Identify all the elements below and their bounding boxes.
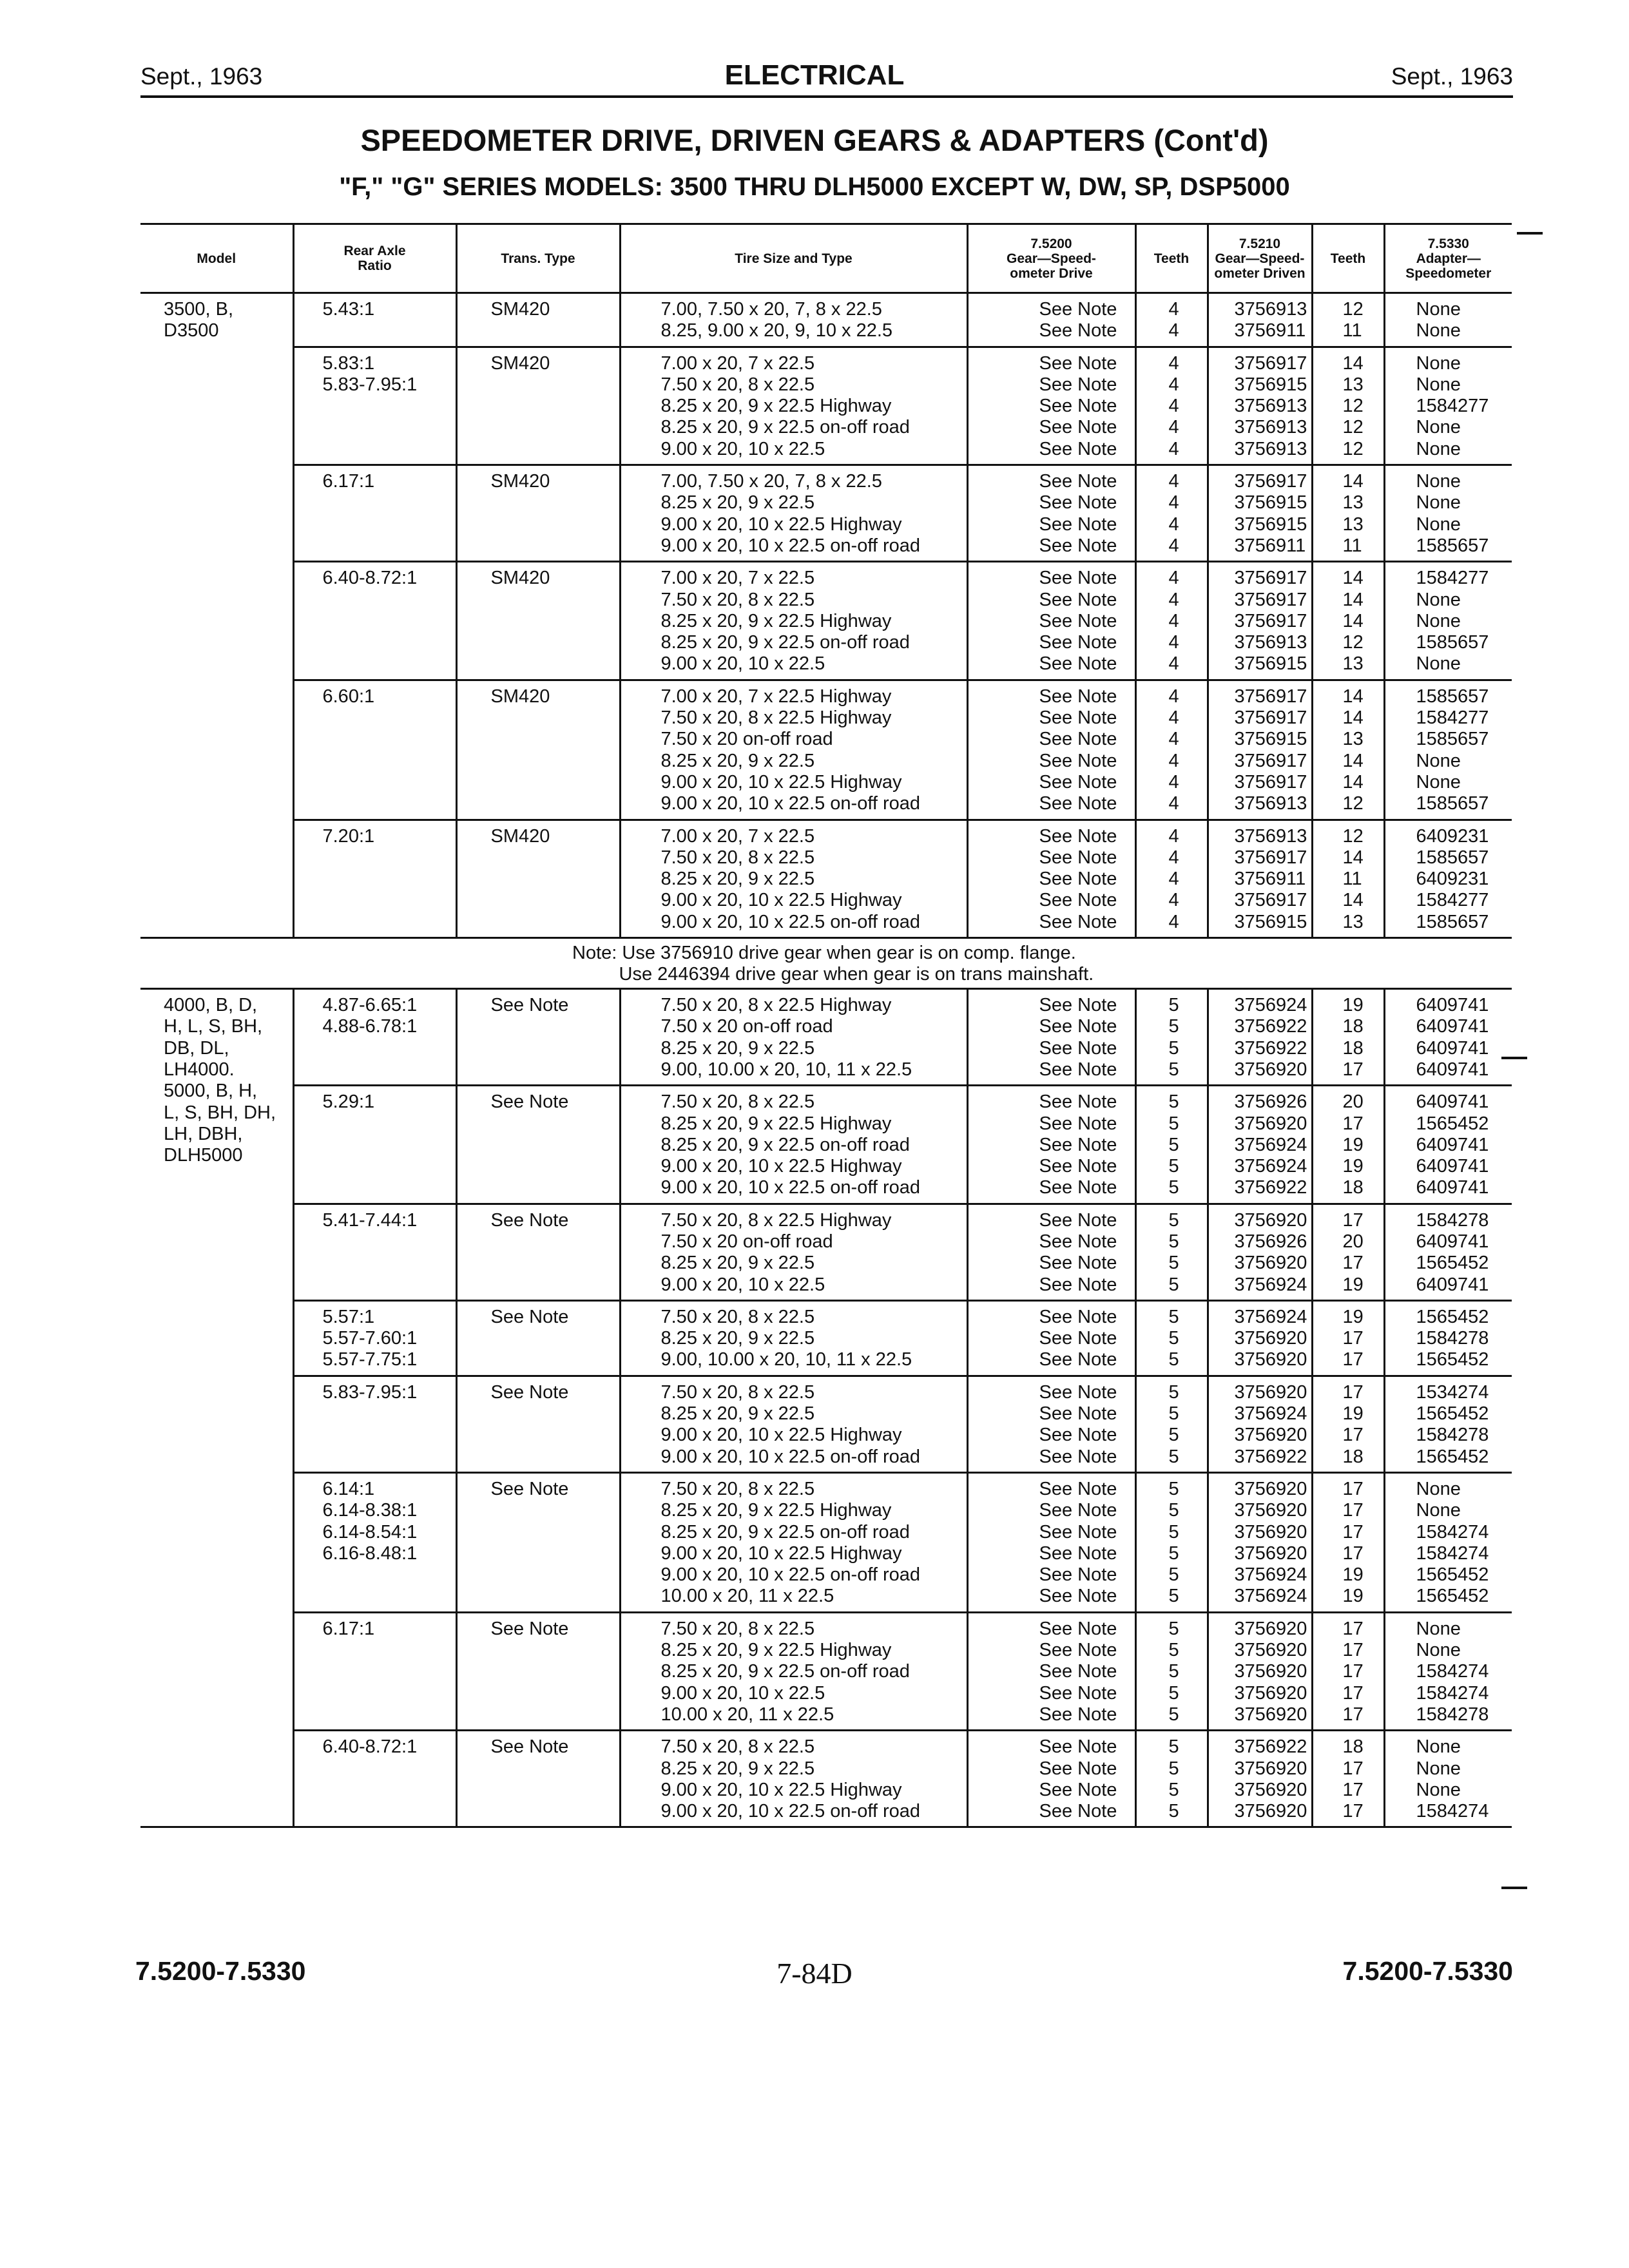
tire-size-cell: 7.50 x 20, 8 x 22.5 Highway 7.50 x 20 on-off road 8.25 x 20, 9 x 22.5 9.00 x 20, 10 x 22.5 [620, 1204, 967, 1300]
trans-type-cell: See Note [456, 1376, 620, 1472]
page-subtitle: "F," "G" SERIES MODELS: 3500 THRU DLH5000 EXCEPT W, DW, SP, DSP5000 [339, 173, 1290, 201]
drive-gear-cell: See Note See Note See Note See Note [967, 989, 1135, 1086]
margin-mark [1501, 1057, 1527, 1059]
header-section-title: ELECTRICAL [724, 59, 905, 91]
rear-axle-ratio-cell: 6.17:1 [293, 465, 456, 562]
driven-gear-cell: 3756913 3756911 [1208, 293, 1312, 347]
trans-type-cell: SM420 [456, 562, 620, 680]
rear-axle-ratio-cell: 6.14:1 6.14-8.38:1 6.14-8.54:1 6.16-8.48:1 [293, 1472, 456, 1612]
drive-gear-cell: See Note See Note See Note See Note See Note See Note [967, 680, 1135, 820]
driven-teeth-cell: 12 11 [1312, 293, 1384, 347]
drive-teeth-cell: 5 5 5 [1135, 1300, 1208, 1376]
adapter-cell: 6409741 6409741 6409741 6409741 [1384, 989, 1512, 1086]
table-header-row [140, 224, 1512, 293]
driven-gear-cell: 3756917 3756915 3756913 3756913 3756913 [1208, 347, 1312, 465]
note-block [140, 938, 1512, 989]
drive-teeth-cell: 4 4 4 4 4 4 [1135, 680, 1208, 820]
rear-axle-ratio-cell: 7.20:1 [293, 820, 456, 937]
tire-size-cell: 7.50 x 20, 8 x 22.5 8.25 x 20, 9 x 22.5 Highway 8.25 x 20, 9 x 22.5 on-off road 9.00 x 20, 10 x 22.5 Highway 9.00 x 20, 10 x 22.5 on-off road [620, 1086, 967, 1204]
section-3500-d3500 [140, 293, 1512, 938]
adapter-cell: 6409231 1585657 6409231 1584277 1585657 [1384, 820, 1512, 937]
tire-size-cell: 7.50 x 20, 8 x 22.5 8.25 x 20, 9 x 22.5 9.00 x 20, 10 x 22.5 Highway 9.00 x 20, 10 x 22.5 on-off road [620, 1731, 967, 1827]
driven-teeth-cell: 17 19 17 18 [1312, 1376, 1384, 1472]
speedometer-gear-table [140, 223, 1512, 1828]
page-number: 7-84D [776, 1957, 853, 1990]
drive-teeth-cell: 5 5 5 5 [1135, 1731, 1208, 1827]
drive-teeth-cell: 4 4 4 4 4 [1135, 562, 1208, 680]
drive-teeth-cell: 4 4 [1135, 293, 1208, 347]
driven-gear-cell: 3756924 3756922 3756922 3756920 [1208, 989, 1312, 1086]
trans-type-cell: SM420 [456, 465, 620, 562]
tire-size-cell: 7.00, 7.50 x 20, 7, 8 x 22.5 8.25, 9.00 x 20, 9, 10 x 22.5 [620, 293, 967, 347]
driven-teeth-cell: 12 14 11 14 13 [1312, 820, 1384, 937]
drive-teeth-cell: 5 5 5 5 [1135, 989, 1208, 1086]
table-row [140, 1376, 1512, 1472]
adapter-cell: 1584277 None None 1585657 None [1384, 562, 1512, 680]
rear-axle-ratio-cell: 5.43:1 [293, 293, 456, 347]
drive-gear-cell: See Note See Note See Note See Note See Note [967, 347, 1135, 465]
tire-size-cell: 7.00, 7.50 x 20, 7, 8 x 22.5 8.25 x 20, 9 x 22.5 9.00 x 20, 10 x 22.5 Highway 9.00 x 20, 10 x 22.5 on-off road [620, 465, 967, 562]
footer-section-range-right: 7.5200-7.5330 [1342, 1956, 1513, 1986]
trans-type-cell: SM420 [456, 347, 620, 465]
drive-teeth-cell: 4 4 4 4 4 [1135, 820, 1208, 937]
adapter-cell: 1534274 1565452 1584278 1565452 [1384, 1376, 1512, 1472]
column-header: Trans. Type [456, 224, 620, 293]
drive-teeth-cell: 5 5 5 5 5 [1135, 1086, 1208, 1204]
column-header: 7.5200 Gear—Speed- ometer Drive [967, 224, 1135, 293]
drive-gear-cell: See Note See Note See Note See Note See Note [967, 820, 1135, 937]
drive-teeth-cell: 5 5 5 5 5 [1135, 1612, 1208, 1730]
adapter-cell: None None 1584274 1584274 1565452 1565452 [1384, 1472, 1512, 1612]
rear-axle-ratio-cell: 4.87-6.65:1 4.88-6.78:1 [293, 989, 456, 1086]
drive-gear-cell: See Note See Note See Note [967, 1300, 1135, 1376]
driven-gear-cell: 3756917 3756917 3756917 3756913 3756915 [1208, 562, 1312, 680]
note-row [140, 938, 1512, 989]
model-cell: 3500, B, D3500 [140, 293, 293, 938]
table-row [140, 1612, 1512, 1730]
driven-teeth-cell: 19 17 17 [1312, 1300, 1384, 1376]
drive-gear-cell: See Note See Note See Note See Note [967, 1376, 1135, 1472]
driven-gear-cell: 3756920 3756924 3756920 3756922 [1208, 1376, 1312, 1472]
rear-axle-ratio-cell: 5.83-7.95:1 [293, 1376, 456, 1472]
trans-type-cell: See Note [456, 989, 620, 1086]
tire-size-cell: 7.50 x 20, 8 x 22.5 Highway 7.50 x 20 on-off road 8.25 x 20, 9 x 22.5 9.00, 10.00 x 20, 10, 11 x 22.5 [620, 989, 967, 1086]
driven-teeth-cell: 17 17 17 17 17 [1312, 1612, 1384, 1730]
driven-teeth-cell: 17 17 17 17 19 19 [1312, 1472, 1384, 1612]
drive-gear-cell: See Note See Note See Note See Note [967, 1731, 1135, 1827]
drive-teeth-cell: 4 4 4 4 4 [1135, 347, 1208, 465]
rear-axle-ratio-cell: 5.83:1 5.83-7.95:1 [293, 347, 456, 465]
driven-teeth-cell: 18 17 17 17 [1312, 1731, 1384, 1827]
column-header: Model [140, 224, 293, 293]
driven-teeth-cell: 20 17 19 19 18 [1312, 1086, 1384, 1204]
driven-teeth-cell: 19 18 18 17 [1312, 989, 1384, 1086]
table-row [140, 1204, 1512, 1300]
adapter-cell: 6409741 1565452 6409741 6409741 6409741 [1384, 1086, 1512, 1204]
tire-size-cell: 7.00 x 20, 7 x 22.5 Highway 7.50 x 20, 8 x 22.5 Highway 7.50 x 20 on-off road 8.25 x 20, 9 x 22.5 9.00 x 20, 10 x 22.5 Highway 9.00 x 20, 10 x 22.5 on-off road [620, 680, 967, 820]
drive-teeth-cell: 4 4 4 4 [1135, 465, 1208, 562]
driven-teeth-cell: 14 13 12 12 12 [1312, 347, 1384, 465]
header-rule [140, 95, 1513, 98]
table-row [140, 680, 1512, 820]
driven-gear-cell: 3756924 3756920 3756920 [1208, 1300, 1312, 1376]
driven-gear-cell: 3756922 3756920 3756920 3756920 [1208, 1731, 1312, 1827]
trans-type-cell: See Note [456, 1612, 620, 1730]
rear-axle-ratio-cell: 5.29:1 [293, 1086, 456, 1204]
adapter-cell: None None None 1585657 [1384, 465, 1512, 562]
trans-type-cell: See Note [456, 1731, 620, 1827]
driven-teeth-cell: 14 13 13 11 [1312, 465, 1384, 562]
driven-gear-cell: 3756920 3756926 3756920 3756924 [1208, 1204, 1312, 1300]
adapter-cell: None None [1384, 293, 1512, 347]
tire-size-cell: 7.00 x 20, 7 x 22.5 7.50 x 20, 8 x 22.5 8.25 x 20, 9 x 22.5 Highway 8.25 x 20, 9 x 22.5 on-off road 9.00 x 20, 10 x 22.5 [620, 347, 967, 465]
table-row [140, 1300, 1512, 1376]
page-title: SPEEDOMETER DRIVE, DRIVEN GEARS & ADAPTERS (Cont'd) [360, 123, 1269, 157]
driven-teeth-cell: 17 20 17 19 [1312, 1204, 1384, 1300]
margin-mark [1501, 1887, 1527, 1889]
drive-gear-cell: See Note See Note See Note See Note [967, 1204, 1135, 1300]
adapter-cell: 1584278 6409741 1565452 6409741 [1384, 1204, 1512, 1300]
column-header: Teeth [1312, 224, 1384, 293]
driven-gear-cell: 3756920 3756920 3756920 3756920 3756920 [1208, 1612, 1312, 1730]
drive-gear-cell: See Note See Note [967, 293, 1135, 347]
column-header: 7.5210 Gear—Speed- ometer Driven [1208, 224, 1312, 293]
trans-type-cell: SM420 [456, 820, 620, 937]
adapter-cell: 1585657 1584277 1585657 None None 1585657 [1384, 680, 1512, 820]
drive-gear-cell: See Note See Note See Note See Note See Note [967, 1612, 1135, 1730]
drive-teeth-cell: 5 5 5 5 5 5 [1135, 1472, 1208, 1612]
table-row [140, 293, 1512, 347]
table-row [140, 562, 1512, 680]
trans-type-cell: SM420 [456, 680, 620, 820]
table-row [140, 1472, 1512, 1612]
rear-axle-ratio-cell: 6.60:1 [293, 680, 456, 820]
adapter-cell: None None 1584277 None None [1384, 347, 1512, 465]
trans-type-cell: See Note [456, 1472, 620, 1612]
rear-axle-ratio-cell: 6.17:1 [293, 1612, 456, 1730]
model-cell: 4000, B, D, H, L, S, BH, DB, DL, LH4000. 5000, B, H, L, S, BH, DH, LH, DBH, DLH5000 [140, 989, 293, 1827]
trans-type-cell: See Note [456, 1086, 620, 1204]
column-header: 7.5330 Adapter— Speedometer [1384, 224, 1512, 293]
tire-size-cell: 7.00 x 20, 7 x 22.5 7.50 x 20, 8 x 22.5 8.25 x 20, 9 x 22.5 9.00 x 20, 10 x 22.5 Highway 9.00 x 20, 10 x 22.5 on-off road [620, 820, 967, 937]
section-4000-dlh5000 [140, 989, 1512, 1827]
driven-teeth-cell: 14 14 14 12 13 [1312, 562, 1384, 680]
header-date-left: Sept., 1963 [140, 63, 263, 90]
tire-size-cell: 7.50 x 20, 8 x 22.5 8.25 x 20, 9 x 22.5 9.00, 10.00 x 20, 10, 11 x 22.5 [620, 1300, 967, 1376]
adapter-cell: None None 1584274 1584274 1584278 [1384, 1612, 1512, 1730]
table-row [140, 1731, 1512, 1827]
adapter-cell: None None None 1584274 [1384, 1731, 1512, 1827]
trans-type-cell: See Note [456, 1204, 620, 1300]
trans-type-cell: SM420 [456, 293, 620, 347]
drive-gear-note: Note: Use 3756910 drive gear when gear is on comp. flange. Use 2446394 drive gear when gear is on trans mainshaft. [140, 938, 1512, 989]
drive-gear-cell: See Note See Note See Note See Note See Note [967, 562, 1135, 680]
margin-mark [1517, 232, 1543, 235]
table-row [140, 465, 1512, 562]
table-row [140, 1086, 1512, 1204]
table-row [140, 989, 1512, 1086]
drive-teeth-cell: 5 5 5 5 [1135, 1376, 1208, 1472]
rear-axle-ratio-cell: 6.40-8.72:1 [293, 1731, 456, 1827]
driven-gear-cell: 3756920 3756920 3756920 3756920 3756924 3756924 [1208, 1472, 1312, 1612]
tire-size-cell: 7.00 x 20, 7 x 22.5 7.50 x 20, 8 x 22.5 8.25 x 20, 9 x 22.5 Highway 8.25 x 20, 9 x 22.5 on-off road 9.00 x 20, 10 x 22.5 [620, 562, 967, 680]
drive-teeth-cell: 5 5 5 5 [1135, 1204, 1208, 1300]
trans-type-cell: See Note [456, 1300, 620, 1376]
driven-teeth-cell: 14 14 13 14 14 12 [1312, 680, 1384, 820]
driven-gear-cell: 3756917 3756917 3756915 3756917 3756917 3756913 [1208, 680, 1312, 820]
driven-gear-cell: 3756917 3756915 3756915 3756911 [1208, 465, 1312, 562]
column-header: Rear Axle Ratio [293, 224, 456, 293]
table-row [140, 347, 1512, 465]
header-date-right: Sept., 1963 [1391, 63, 1513, 90]
rear-axle-ratio-cell: 5.41-7.44:1 [293, 1204, 456, 1300]
tire-size-cell: 7.50 x 20, 8 x 22.5 8.25 x 20, 9 x 22.5 Highway 8.25 x 20, 9 x 22.5 on-off road 9.00 x 20, 10 x 22.5 Highway 9.00 x 20, 10 x 22.5 on-off road 10.00 x 20, 11 x 22.5 [620, 1472, 967, 1612]
rear-axle-ratio-cell: 5.57:1 5.57-7.60:1 5.57-7.75:1 [293, 1300, 456, 1376]
drive-gear-cell: See Note See Note See Note See Note See Note [967, 1086, 1135, 1204]
drive-gear-cell: See Note See Note See Note See Note See Note See Note [967, 1472, 1135, 1612]
table-row [140, 820, 1512, 937]
driven-gear-cell: 3756913 3756917 3756911 3756917 3756915 [1208, 820, 1312, 937]
tire-size-cell: 7.50 x 20, 8 x 22.5 8.25 x 20, 9 x 22.5 Highway 8.25 x 20, 9 x 22.5 on-off road 9.00 x 20, 10 x 22.5 10.00 x 20, 11 x 22.5 [620, 1612, 967, 1730]
driven-gear-cell: 3756926 3756920 3756924 3756924 3756922 [1208, 1086, 1312, 1204]
column-header: Teeth [1135, 224, 1208, 293]
rear-axle-ratio-cell: 6.40-8.72:1 [293, 562, 456, 680]
footer-section-range-left: 7.5200-7.5330 [135, 1956, 306, 1986]
drive-gear-cell: See Note See Note See Note See Note [967, 465, 1135, 562]
column-header: Tire Size and Type [620, 224, 967, 293]
tire-size-cell: 7.50 x 20, 8 x 22.5 8.25 x 20, 9 x 22.5 9.00 x 20, 10 x 22.5 Highway 9.00 x 20, 10 x 22.5 on-off road [620, 1376, 967, 1472]
adapter-cell: 1565452 1584278 1565452 [1384, 1300, 1512, 1376]
